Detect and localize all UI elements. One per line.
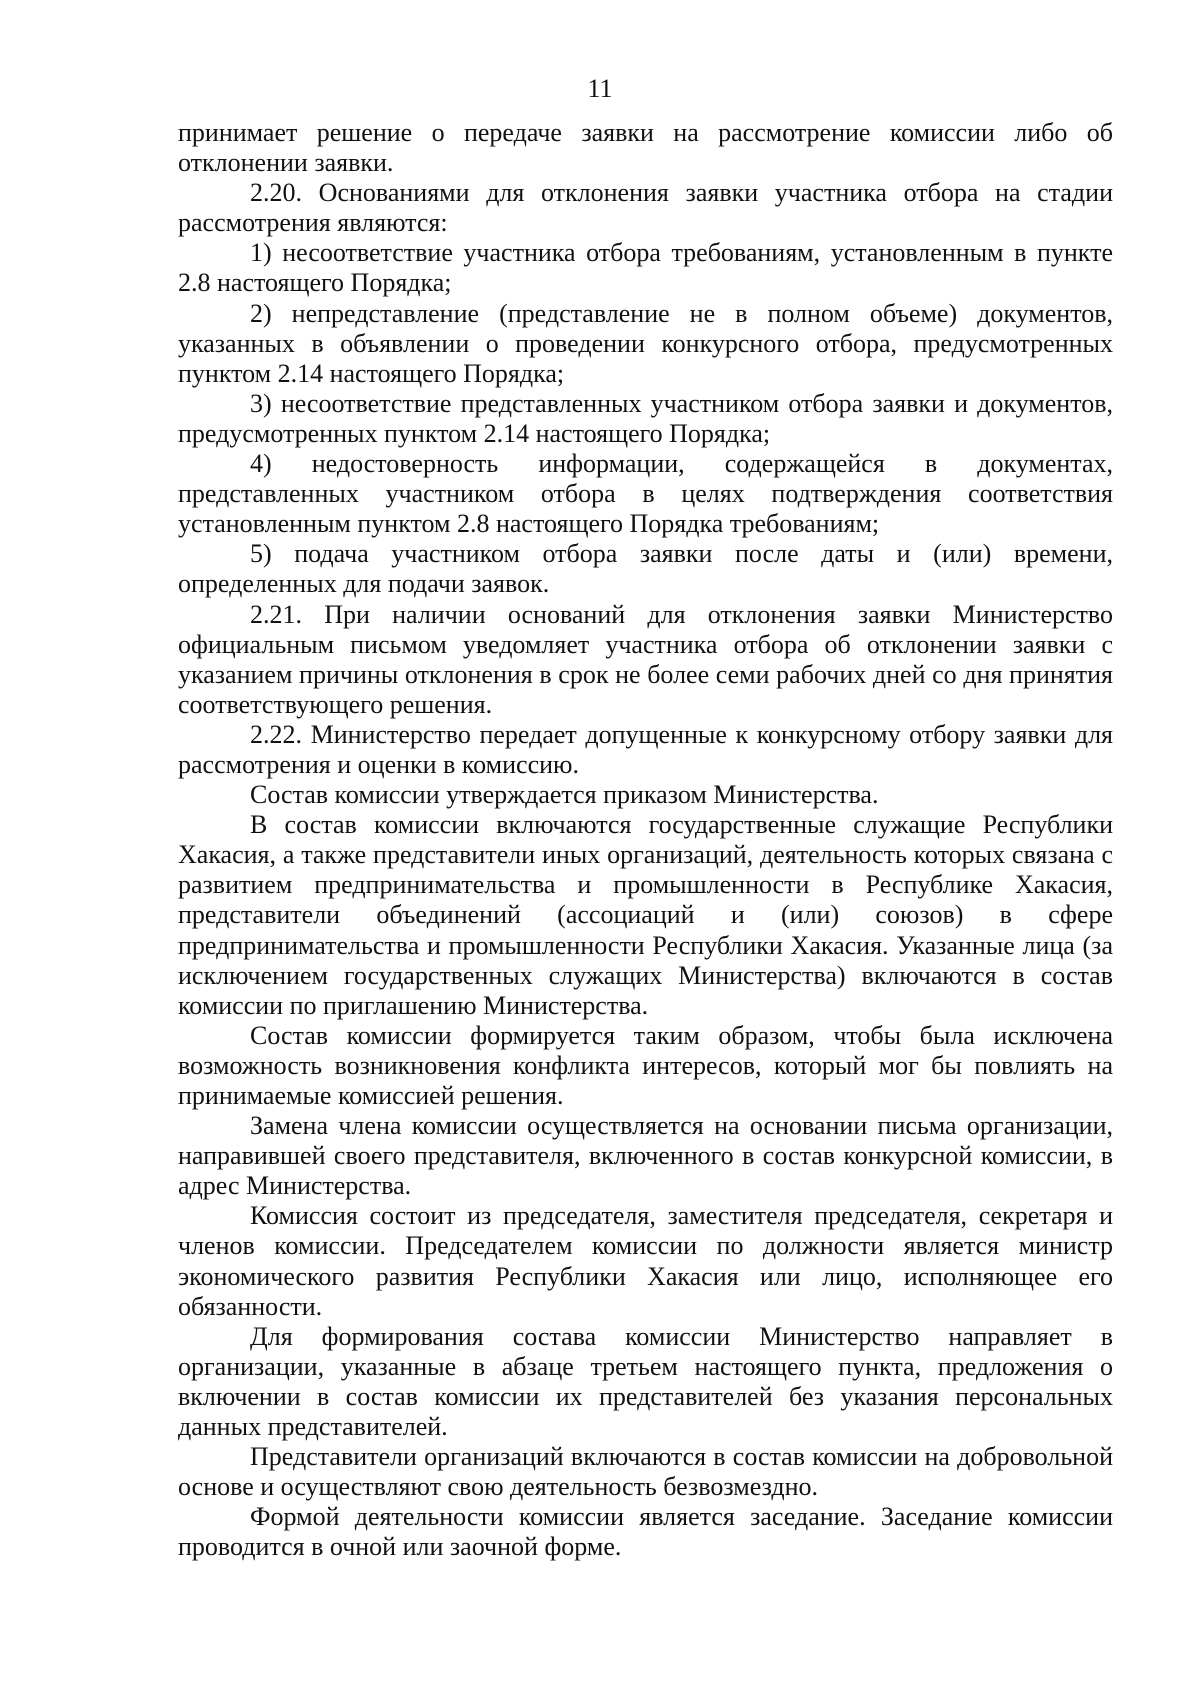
document-body — [178, 118, 1113, 1563]
paragraph: Представители организаций включаются в состав комиссии на добровольной основе и осуществляют свою деятельность безвозмездно. — [178, 1442, 1113, 1502]
paragraph: 4) недостоверность информации, содержащейся в документах, представленных участником отбора в целях подтверждения соответствия установленным пунктом 2.8 настоящего Порядка требованиям; — [178, 449, 1113, 539]
paragraph: Состав комиссии формируется таким образом, чтобы была исключена возможность возникновения конфликта интересов, который мог бы повлиять на принимаемые комиссией решения. — [178, 1020, 1113, 1110]
paragraph: Формой деятельности комиссии является заседание. Заседание комиссии проводится в очной или заочной форме. — [178, 1502, 1113, 1562]
paragraph: 2.20. Основаниями для отклонения заявки участника отбора на стадии рассмотрения являются: — [178, 178, 1113, 238]
paragraph: 1) несоответствие участника отбора требованиям, установленным в пункте 2.8 настоящего Порядка; — [178, 238, 1113, 298]
paragraph: Состав комиссии утверждается приказом Министерства. — [250, 780, 879, 810]
paragraph: Для формирования состава комиссии Министерство направляет в организации, указанные в абзаце третьем настоящего пункта, предложения о включении в состав комиссии их представителей без указания персональных данных представителей. — [178, 1321, 1113, 1442]
paragraph: 2) непредставление (представление не в полном объеме) документов, указанных в объявлении о проведении конкурсного отбора, предусмотренных пунктом 2.14 настоящего Порядка; — [178, 298, 1113, 388]
paragraph: В состав комиссии включаются государственные служащие Республики Хакасия, а также представители иных организаций, деятельность которых связана с развитием предпринимательства и промышленности в Республике Хакасия, представители объединений (ассоциаций и (или) союзов) в сфере предпринимательства и промышленности Республики Хакасия. Указанные лица (за исключением государственных служащих Министерства) включаются в состав комиссии по приглашению Министерства. — [178, 810, 1113, 1020]
paragraph: 5) подача участником отбора заявки после даты и (или) времени, определенных для подачи заявок. — [178, 539, 1113, 599]
paragraph: 2.22. Министерство передает допущенные к конкурсному отбору заявки для рассмотрения и оценки в комиссию. — [178, 719, 1113, 779]
paragraph: Комиссия состоит из председателя, заместителя председателя, секретаря и членов комиссии. Председателем комиссии по должности является министр экономического развития Республики Хакасия или лицо, исполняющее его обязанности. — [178, 1201, 1113, 1321]
paragraph: Замена члена комиссии осуществляется на основании письма организации, направившей своего представителя, включенного в состав конкурсной комиссии, в адрес Министерства. — [178, 1111, 1113, 1201]
paragraph: принимает решение о передаче заявки на рассмотрение комиссии либо об отклонении заявки. — [178, 118, 1113, 178]
paragraph: 2.21. При наличии оснований для отклонения заявки Министерство официальным письмом уведомляет участника отбора об отклонении заявки с указанием причины отклонения в срок не более семи рабочих дней со дня принятия соответствующего решения. — [178, 599, 1113, 719]
page-number: 11 — [587, 74, 613, 103]
paragraph: 3) несоответствие представленных участником отбора заявки и документов, предусмотренных пунктом 2.14 настоящего Порядка; — [178, 388, 1113, 448]
